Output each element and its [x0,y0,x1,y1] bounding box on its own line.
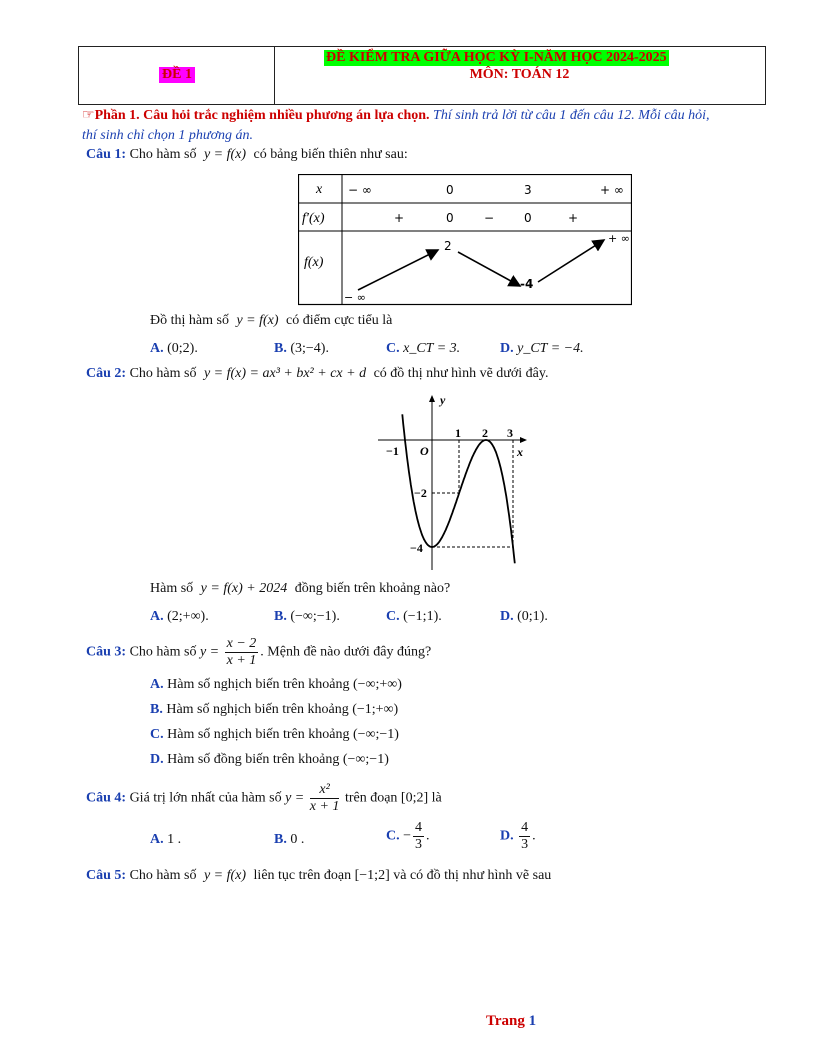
q2-option-d[interactable] [500,609,548,625]
q3-option-d[interactable] [150,752,389,768]
part1-heading: Phần 1. Câu hỏi trắc nghiệm nhiều phương án lựa chọn. [94,108,430,123]
exam-code: ĐỀ 1 [159,67,195,83]
q5-text-c: và có đồ thị như hình vẽ sau [393,868,552,883]
option-interval: (−∞;+∞) [352,677,402,692]
q3-option-c[interactable] [150,727,399,743]
exam-header [78,46,766,105]
option-letter: A. [150,832,164,847]
option-denominator: 3 [521,837,529,852]
x-tick-3: 3 [507,426,513,440]
option-letter: D. [150,752,164,767]
q3-fraction [225,636,259,669]
option-interval: (−1;+∞) [352,702,399,717]
q5-text-a: Cho hàm số [129,868,197,883]
table-f-min: -4 [520,277,534,291]
x-tick-minus1: −1 [386,444,399,458]
table-row-f: f(x) [304,255,324,270]
option-letter: B. [150,702,163,717]
q3-text-a: Cho hàm số [129,644,197,660]
q2-stem-a: Hàm số [150,581,194,596]
q4-y: y = [285,790,305,806]
q1-text-b: có bảng biến thiên như sau: [253,147,408,162]
exam-title: ĐỀ KIỂM TRA GIỮA HỌC KỲ I-NĂM HỌC 2024-2025 [326,50,667,65]
q4-denominator: x + 1 [309,799,340,814]
q1-option-b[interactable] [274,341,329,357]
part1-intro [82,106,772,146]
option-letter: A. [150,341,164,356]
q2-option-b[interactable] [274,609,340,625]
y-tick-minus4: −4 [410,541,423,555]
q1-stem-b: có điểm cực tiểu là [286,313,393,328]
q4-interval: [0;2] [400,790,429,806]
option-letter: C. [150,727,164,742]
option-denominator: 3 [415,837,423,852]
q2-label: Câu 2: [86,366,127,381]
q4-stem [86,782,442,815]
q2-text-b: có đồ thị như hình vẽ dưới đây. [373,366,549,381]
exam-subject: MÔN: TOÁN 12 [469,67,570,82]
table-x-0: 0 [446,183,454,197]
q2-stem-func: y = f(x) + 2024 [200,581,288,596]
q1-stem-func: y = f(x) [236,313,279,328]
arrow-decreasing [458,252,520,286]
arrow-increasing-2 [538,240,604,282]
footer-page-word: Trang [486,1013,525,1029]
table-f-neg-inf: − ∞ [344,291,366,304]
option-value: (−1;1). [403,609,442,624]
q1-option-a[interactable] [150,341,198,357]
part1-instruction-2: thí sinh chỉ chọn 1 phương án. [82,128,254,143]
option-letter: D. [500,609,514,624]
q1-option-c[interactable] [386,341,460,357]
option-interval: (−∞;−1) [352,727,399,742]
q3-y: y = [199,644,220,660]
option-text: Hàm số nghịch biến trên khoảng [166,702,349,717]
option-letter: A. [150,609,164,624]
y-tick-minus2: −2 [414,486,427,500]
table-fp-zero-2: 0 [524,211,532,225]
q5-label: Câu 5: [86,868,127,883]
q4-option-c[interactable] [386,820,430,853]
table-f-pos-inf: + ∞ [608,232,630,245]
q5-interval: [−1;2] [354,868,390,883]
q3-option-b[interactable] [150,702,398,718]
option-text: Hàm số nghịch biến trên khoảng [167,677,350,692]
q1-text-a: Cho hàm số [129,147,197,162]
q5-func: y = f(x) [203,868,247,883]
table-x-3: 3 [524,183,532,197]
q2-stem [86,366,548,382]
option-value: (−∞;−1). [290,609,340,624]
q1-question [150,313,392,329]
q3-text-b: . Mệnh đề nào dưới đây đúng? [260,644,432,660]
table-fp-zero-1: 0 [446,211,454,225]
q4-numerator: x² [310,782,340,799]
q4-text-a: Giá trị lớn nhất của hàm số [129,790,282,806]
q3-option-a[interactable] [150,677,402,693]
q3-stem [86,636,431,669]
option-value: y_CT = −4. [517,341,584,356]
option-letter: B. [274,341,287,356]
q4-text-c: là [431,790,442,806]
option-text: Hàm số nghịch biến trên khoảng [167,727,350,742]
q1-label: Câu 1: [86,147,127,162]
part1-instruction-1: Thí sinh trả lời từ câu 1 đến câu 12. Mỗi câu hỏi, [429,108,710,123]
q3-label: Câu 3: [86,644,127,660]
option-letter: B. [274,609,287,624]
y-axis-label: y [440,393,446,407]
option-letter: A. [150,677,164,692]
option-tail: . [532,828,536,844]
q2-question [150,581,450,597]
option-value: (0;2). [167,341,198,356]
option-fraction [519,820,530,853]
option-tail: . [426,828,430,844]
option-letter: C. [386,341,400,356]
option-sign: − [403,828,412,844]
q2-func: y = f(x) = ax³ + bx² + cx + d [203,366,367,381]
q4-label: Câu 4: [86,790,127,806]
option-value: (0;1). [517,609,548,624]
arrow-increasing-1 [358,250,438,290]
q2-text-a: Cho hàm số [129,366,197,381]
option-letter: D. [500,341,514,356]
table-row-x: x [316,182,323,197]
option-letter: C. [386,609,400,624]
footer-page-number: 1 [528,1013,537,1029]
q4-option-a[interactable] [150,832,181,848]
option-value: x_CT = 3. [403,341,461,356]
x-tick-2: 2 [482,426,488,440]
option-letter: B. [274,832,287,847]
q2-option-a[interactable] [150,609,209,625]
option-fraction [413,820,424,853]
q1-stem-a: Đồ thị hàm số [150,313,229,328]
q2-option-c[interactable] [386,609,442,625]
q2-stem-b: đồng biến trên khoảng nào? [294,581,451,596]
option-value: (3;−4). [290,341,329,356]
option-numerator: 4 [521,820,529,835]
q3-denominator: x + 1 [226,653,257,668]
option-value: (2;+∞). [167,609,209,624]
option-numerator: 4 [415,820,423,835]
q4-fraction [310,782,340,815]
option-interval: (−∞;−1) [342,752,389,767]
q1-stem [86,147,408,163]
table-fp-plus-2: + [568,211,579,225]
q1-option-d[interactable] [500,341,584,357]
option-letter: C. [386,828,400,844]
q3-numerator: x − 2 [226,636,257,651]
table-x-neg-inf: − ∞ [348,183,372,197]
option-value: 0 . [290,832,305,847]
pointing-hand-icon: ☞ [82,108,95,123]
table-x-pos-inf: + ∞ [600,183,624,197]
option-text: Hàm số đồng biến trên khoảng [167,752,340,767]
q5-text-b: liên tục trên đoạn [253,868,352,883]
table-fp-plus-1: + [394,211,405,225]
q4-option-d[interactable] [500,820,536,853]
table-row-fprime: f′(x) [302,211,325,226]
q5-stem [86,868,551,884]
table-f-max: 2 [444,239,452,253]
q4-text-b: trên đoạn [344,790,398,806]
variation-table [298,174,632,306]
option-value: 1 . [167,832,182,847]
table-fp-minus: − [484,211,495,225]
q1-func: y = f(x) [203,147,247,162]
origin-label: O [420,444,429,458]
x-tick-1: 1 [455,426,461,440]
option-letter: D. [500,828,514,844]
cubic-graph [372,392,532,574]
x-axis-label: x [517,445,523,459]
page-footer [486,1013,536,1030]
q4-option-b[interactable] [274,832,304,848]
